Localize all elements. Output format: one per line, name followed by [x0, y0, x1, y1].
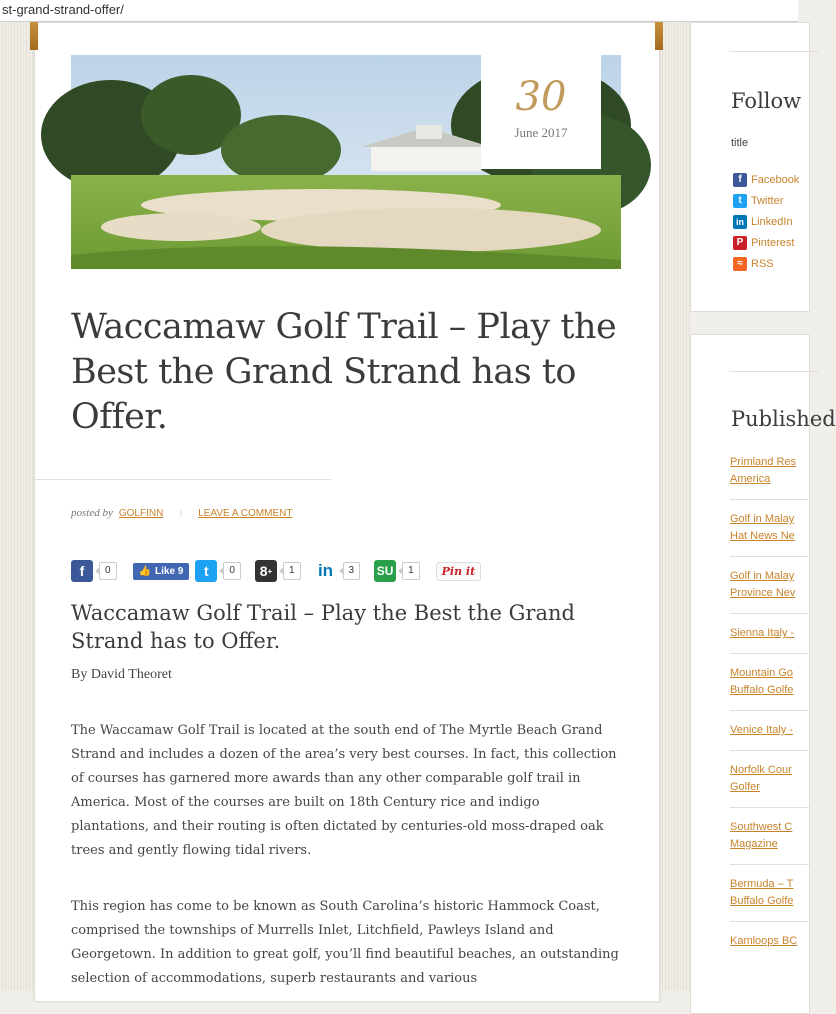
follow-link-pinterest[interactable]	[733, 232, 799, 253]
follow-link-rss[interactable]	[733, 253, 799, 274]
googleplus-icon[interactable]: 8 +	[255, 560, 277, 582]
share-bar	[71, 560, 481, 582]
published-link[interactable]	[730, 454, 810, 488]
published-divider	[730, 556, 810, 557]
published-link-line: Kamloops BC	[730, 935, 798, 947]
article-card	[34, 22, 660, 1002]
published-link-line: Southwest C	[730, 821, 793, 833]
follow-widget	[690, 22, 810, 312]
article-subtitle: Waccamaw Golf Trail – Play the Best the Grand Strand has to Offer.	[71, 601, 575, 653]
published-divider	[730, 750, 810, 751]
facebook-share-count: 0	[99, 562, 117, 580]
post-date-box	[481, 55, 601, 169]
follow-heading: Follow	[731, 89, 802, 113]
widget-divider	[729, 51, 819, 52]
linkedin-icon: in	[733, 215, 747, 229]
stumbleupon-share[interactable]	[374, 560, 420, 582]
published-link[interactable]	[730, 933, 810, 950]
published-link-line: Golf in Malay	[730, 570, 795, 582]
post-title: Waccamaw Golf Trail – Play the Best the Grand Strand has to Offer.	[71, 307, 617, 437]
page-background-left	[0, 22, 34, 991]
follow-subtitle: title	[731, 137, 749, 149]
leave-comment-link[interactable]: LEAVE A COMMENT	[198, 507, 293, 519]
follow-link-label: Twitter	[751, 194, 784, 207]
googleplus-share-count: 1	[283, 562, 301, 580]
post-date-month: June 2017	[514, 125, 568, 140]
published-link-line: Hat News Ne	[730, 530, 795, 542]
facebook-share[interactable]	[71, 560, 117, 582]
published-link[interactable]	[730, 665, 810, 699]
twitter-icon: t	[733, 194, 747, 208]
published-link-line: Mountain Go	[730, 667, 793, 679]
url-text: st-grand-strand-offer/	[2, 2, 124, 17]
facebook-like-button[interactable]	[133, 563, 190, 580]
follow-link-facebook[interactable]	[733, 169, 799, 190]
published-link-line: America	[730, 473, 771, 485]
published-link[interactable]	[730, 762, 810, 796]
pinterest-icon: P	[733, 236, 747, 250]
page-background-gutter	[660, 22, 690, 991]
title-divider	[35, 479, 331, 480]
published-link[interactable]	[730, 722, 810, 739]
stumbleupon-icon[interactable]: SU	[374, 560, 396, 582]
published-link[interactable]	[730, 568, 810, 602]
meta-separator: ⁝	[179, 507, 183, 518]
posted-by-label: posted by	[71, 507, 113, 519]
post-meta	[71, 507, 292, 519]
article-byline: By David Theoret	[71, 667, 172, 682]
published-divider	[730, 499, 810, 500]
published-link-line: Province Nev	[730, 587, 796, 599]
follow-link-label: Facebook	[751, 173, 800, 186]
published-divider	[730, 653, 810, 654]
corner-ribbon-right	[655, 22, 663, 50]
published-link-line: Venice Italy -	[730, 724, 793, 736]
published-link[interactable]	[730, 876, 810, 910]
published-link-line: Buffalo Golfe	[730, 684, 794, 696]
published-link[interactable]	[730, 625, 810, 642]
follow-link-label: RSS	[751, 257, 774, 270]
published-link-line: Magazine	[730, 838, 778, 850]
follow-link-label: LinkedIn	[751, 215, 793, 228]
facebook-icon: f	[733, 173, 747, 187]
widget-divider	[729, 371, 819, 372]
follow-link-twitter[interactable]	[733, 190, 799, 211]
published-link[interactable]	[730, 511, 810, 545]
published-link-line: Norfolk Cour	[730, 764, 792, 776]
article-paragraph: The Waccamaw Golf Trail is located at the south end of The Myrtle Beach Grand Strand and includes a dozen of the area’s very best courses. In fact, this collection of courses has garnered more awards than any other comparable golf trail in America. Most of the courses are built on 18th Century rice and indigo plantations, and their routing is often dictated by centuries-old moss-draped oak trees and gently flowing tidal rivers.	[71, 723, 617, 858]
author-link[interactable]: GOLFINN	[118, 507, 164, 519]
googleplus-share[interactable]	[255, 560, 301, 582]
published-link-line: Primland Res	[730, 456, 797, 468]
published-link-line: Sienna Italy -	[730, 627, 795, 639]
published-divider	[730, 807, 810, 808]
linkedin-icon[interactable]: in	[315, 560, 337, 582]
published-divider	[730, 864, 810, 865]
linkedin-share[interactable]	[315, 560, 361, 582]
linkedin-share-count: 3	[343, 562, 361, 580]
pinterest-pin-button[interactable]: Pin it	[436, 562, 482, 581]
published-link-line: Buffalo Golfe	[730, 895, 794, 907]
post-date-day: 30	[515, 74, 567, 120]
rss-icon: ≈	[733, 257, 747, 271]
published-link[interactable]	[730, 819, 810, 853]
url-bar[interactable]	[0, 0, 798, 22]
stumbleupon-share-count: 1	[402, 562, 420, 580]
twitter-share[interactable]	[195, 560, 241, 582]
article-paragraph: This region has come to be known as South Carolina’s historic Hammock Coast, comprised the townships of Murrells Inlet, Litchfield, Pawleys Island and Georgetown. In addition to great golf, you’ll find beautiful beaches, an outstanding selection of accommodations, superb restaurants and various	[71, 899, 619, 986]
thumbs-up-icon: 👍	[138, 565, 152, 577]
twitter-icon[interactable]: t	[195, 560, 217, 582]
published-link-line: Golfer	[730, 781, 760, 793]
published-link-line: Bermuda – T	[730, 878, 794, 890]
corner-ribbon-left	[30, 22, 38, 50]
follow-links	[733, 169, 799, 274]
follow-link-linkedin[interactable]	[733, 211, 799, 232]
published-divider	[730, 710, 810, 711]
published-divider	[730, 613, 810, 614]
facebook-icon[interactable]: f	[71, 560, 93, 582]
like-label: Like 9	[155, 565, 184, 577]
published-divider	[730, 921, 810, 922]
published-links	[730, 454, 810, 950]
published-heading: Published	[731, 407, 836, 431]
published-link-line: Golf in Malay	[730, 513, 795, 525]
twitter-share-count: 0	[223, 562, 241, 580]
follow-link-label: Pinterest	[751, 236, 795, 249]
